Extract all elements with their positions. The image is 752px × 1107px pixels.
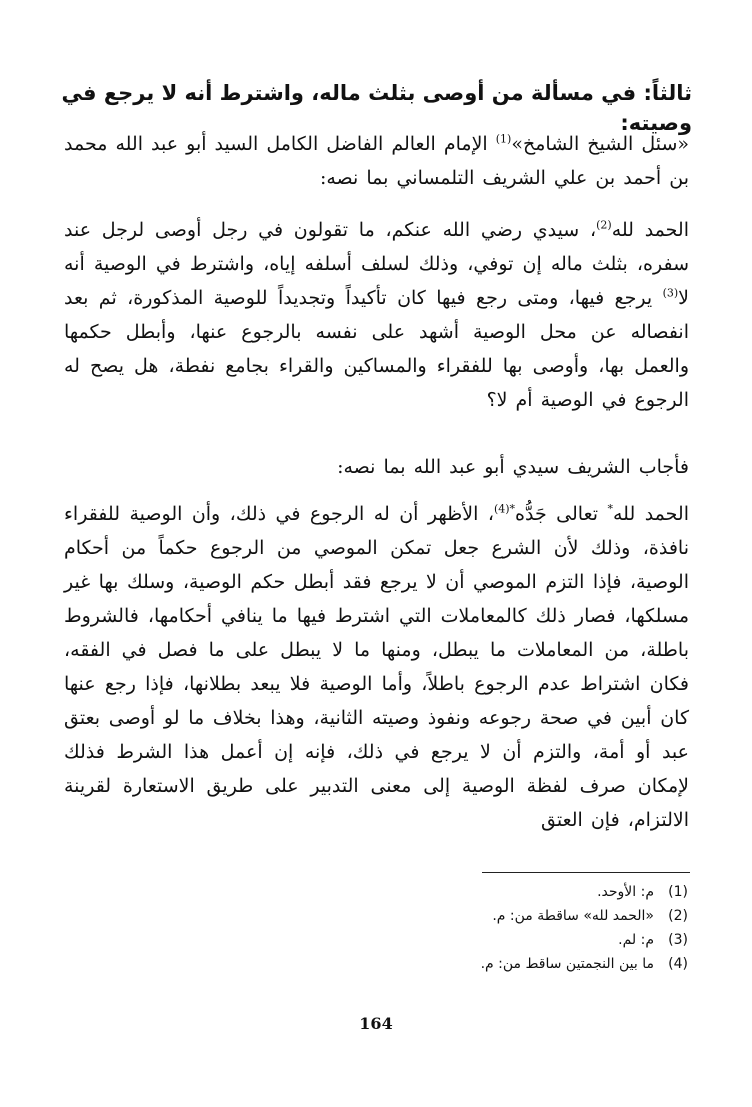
answer-intro-paragraph: فأجاب الشريف سيدي أبو عبد الله بما نصه: <box>337 456 689 478</box>
paragraph-text: تعالى جَدُّه <box>515 503 608 525</box>
quoted-title: «سئل الشيخ الشامخ» <box>511 133 689 155</box>
footnote-number: (4) <box>668 956 688 972</box>
footnote-number: (3) <box>668 932 688 948</box>
asterisk-mark: * <box>607 502 613 516</box>
footnote-ref-4[interactable]: *(4) <box>493 502 516 516</box>
paragraph-text: الحمد لله <box>611 219 689 241</box>
footnote-text: م: لم. <box>618 932 654 948</box>
footnote-item <box>88 928 688 952</box>
paragraph-text: ، الأظهر أن له الرجوع في ذلك، وأن الوصية للفقراء نافذة، وذلك لأن الشرع جعل تمكن الموصي من الرجوع حكماً من أحكام الوصية، فإذا التزم الموصي أن لا يرجع فقد أبطل حكم الوصية، وسلك بها غير مسلكها، فصار ذلك كالمعاملات التي اشترط فيها ما ينافي أحكامها، فالشروط باطلة، من المعاملات ما يبطل، ومنها ما لا يبطل على ما فصل في الفقه، فكان اشتراط عدم الرجوع باطلاً، وأما الوصية فلا يبعد بطلانها، فإذا رجع عنها كان أبين في صحة رجوعه ونفوذ وصيته الثانية، وهذا بخلاف ما لو أوصى بعتق عبد أو أمة، والتزم أن لا يرجع في ذلك، فإنه إن أعمل هذا الشرط فذلك لإمكان صرف لفظة الوصية إلى معنى التدبير على طريق الاستعارة لقرينة الالتزام، فإن العتق <box>64 503 689 831</box>
footnote-item <box>88 952 688 976</box>
paragraph-text: يرجع فيها، ومتى رجع فيها كان تأكيداً وتجديداً للوصية المذكورة، ثم بعد انفصاله عن محل الوصية أشهد على نفسه بالرجوع عنها، وأبطل حكمها والعمل بها، وأوصى بها للفقراء والمساكين والقراء بجامع نفطة، هل يصح له الرجوع في الوصية أم لا؟ <box>64 287 689 411</box>
footnote-item <box>88 904 688 928</box>
footnote-text: ما بين النجمتين ساقط من: م. <box>480 956 654 972</box>
footnote-divider <box>482 872 690 873</box>
footnote-ref-1[interactable]: (1) <box>495 132 512 146</box>
footnote-ref-3[interactable]: (3) <box>662 286 679 300</box>
footnote-text: م: الأوحد. <box>597 884 654 900</box>
section-heading: ثالثاً: في مسألة من أوصى بثلث ماله، واشترط أنه لا يرجع في وصيته: <box>61 81 692 135</box>
footnote-item <box>88 880 688 904</box>
footnote-number: (2) <box>668 908 688 924</box>
question-intro-paragraph <box>64 127 713 195</box>
footnote-ref-2[interactable]: (2) <box>596 218 612 232</box>
footnotes-list <box>88 880 688 976</box>
paragraph-text: ، سيدي رضي الله عنكم، ما تقولون في رجل أوصى لرجل عند سفره، بثلث ماله إن توفي، وذلك لسلف أسلفه إياه، واشترط في الوصية أنه لا <box>64 219 689 309</box>
question-paragraph <box>64 213 713 417</box>
answer-paragraph <box>64 497 713 837</box>
footnote-number: (1) <box>668 884 688 900</box>
paragraph-text: الحمد لله <box>612 503 689 525</box>
paragraph-text: الإمام العالم الفاضل الكامل السيد أبو عبد الله محمد بن أحمد بن علي الشريف التلمساني بما نصه: <box>64 133 689 189</box>
footnote-text: «الحمد لله» ساقطة من: م. <box>492 908 654 924</box>
page-number: 164 <box>359 1014 393 1033</box>
